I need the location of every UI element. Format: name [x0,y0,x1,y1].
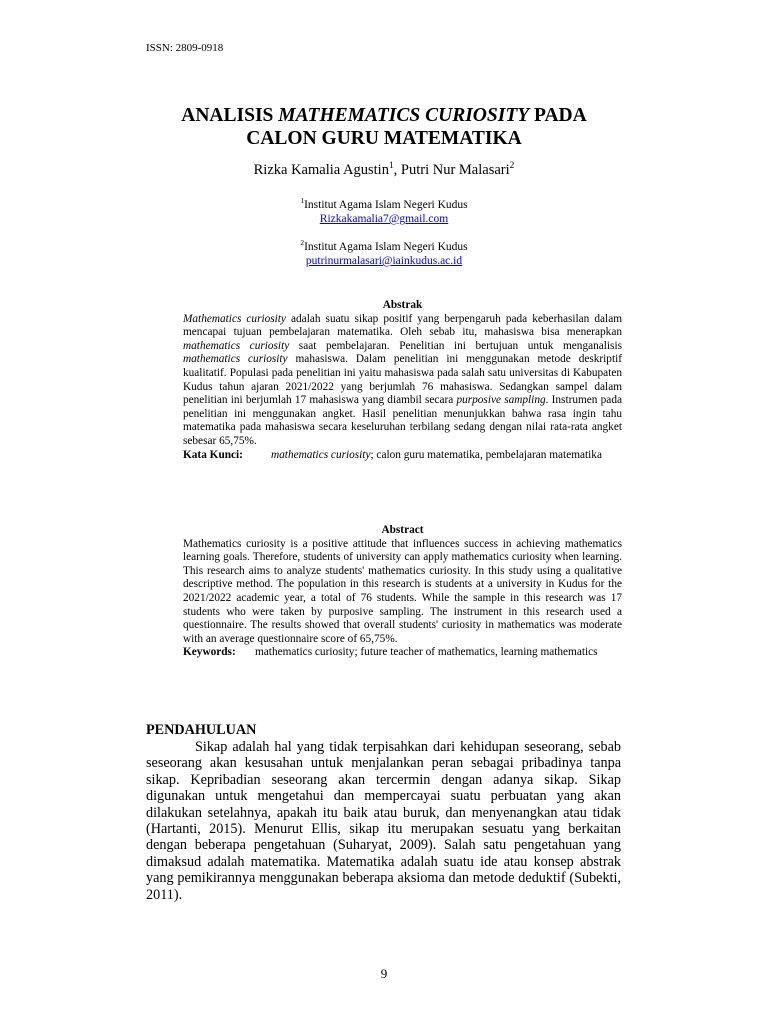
abstrak-text [183,313,622,449]
author-1: Rizka Kamalia Agustin [253,162,389,178]
kata-kunci-text [271,449,602,463]
affiliation-1 [0,198,768,226]
abstract-text: Mathematics curiosity is a positive attitude that influences success in achieving mathematics learning goals. Therefore, students of university can apply mathematics curiosity when learning. This research aims to analyze students' mathematics curiosity. In this study using a qualitative descriptive method. The population in this research is students at a university in Kudus for the 2021/2022 academic year, a total of 76 students. While the sample in this research was 17 students who were taken by purposive sampling. The instrument in this research used a questionnaire. The results showed that overall students' curiosity in mathematics was moderate with an average questionnaire score of 65,75%. [183,537,622,645]
title-line-1 [0,104,768,127]
keywords-text: mathematics curiosity; future teacher of mathematics, learning mathematics [255,646,598,659]
italic-term: purposive sampling [456,394,546,407]
italic-term: mathematics curiosity [183,353,288,366]
keywords [183,646,622,660]
keywords-label: Keywords: [183,646,236,659]
abstrak-span: saat pembelajaran. Penelitian ini bertujuan untuk menganalisis [289,339,622,352]
keyword-span: ; calon guru matematika, pembelajaran matematika [370,448,602,461]
title-text: PADA [529,105,587,126]
author-separator: , [393,162,401,178]
author-2-marker: 2 [509,161,515,172]
affiliation-marker: 1 [300,196,305,206]
affiliation-institution [0,198,768,212]
email-link[interactable]: putrinurmalasari@iainkudus.ac.id [305,255,463,267]
kata-kunci-label: Kata Kunci: [183,448,243,461]
title-italic-text: MATHEMATICS CURIOSITY [278,105,530,126]
abstract-block [183,524,622,660]
title-line-2: CALON GURU MATEMATIKA [246,128,522,149]
abstrak-heading: Abstrak [382,299,423,311]
affiliation-2 [0,240,768,268]
section-heading: PENDAHULUAN [146,722,257,738]
italic-term: mathematics curiosity [271,448,371,461]
author-1-marker: 1 [388,161,394,172]
affiliation-marker: 2 [300,238,305,248]
page-number: 9 [380,966,388,981]
abstrak-span: mahasiswa. Dalam penelitian ini menggunakan metode deskriptif kualitatif. Populasi pada penelitian ini yaitu mahasiswa pada salah satu universitas di Kabupaten Kudus tahun ajaran 2021/2022 yang berjumlah 76 mahasiswa. Sedangkan sampel dalam penelitian ini berjumlah 17 mahasiswa yang diambil secara [183,353,622,407]
author-2: Putri Nur Malasari [400,162,510,178]
issn-header: ISSN: 2809-0918 [146,42,224,54]
abstrak-block [183,299,622,462]
institution-name: Institut Agama Islam Negeri Kudus [304,199,468,211]
affiliation-institution [0,240,768,254]
kata-kunci [183,449,622,463]
title-text: ANALISIS [181,105,279,126]
italic-term: mathematics curiosity [183,339,290,352]
email-link[interactable]: Rizkakamalia7@gmail.com [319,213,449,225]
author-list [0,162,768,179]
institution-name: Institut Agama Islam Negeri Kudus [304,241,468,253]
abstrak-span: adalah suatu sikap positif yang berpengaruh pada keberhasilan dalam mencapai tujuan pembelajaran matematika. Oleh sebab itu, mahasiswa bisa menerapkan [183,312,622,339]
abstrak-span: . Instrumen pada penelitian ini menggunakan angket. Hasil penelitian menunjukkan bahwa rasa ingin tahu matematika pada mahasiswa secara keseluruhan terbilang sedang dengan nilai rata-rata angket sebesar 65,75%. [183,394,622,447]
paper-title [0,104,768,150]
italic-term: Mathematics curiosity [183,312,286,325]
intro-paragraph: Sikap adalah hal yang tidak terpisahkan dari kehidupan seseorang, sebab seseorang akan kesusahan untuk menjalankan peran sebagai pribadinya tanpa sikap. Kepribadian seseorang akan tercermin dengan adanya sikap. Sikap digunakan untuk mengetahui dan mempercayai suatu perbuatan yang akan dilakukan setelahnya, apakah itu baik atau buruk, dan menyenangkan atau tidak (Hartanti, 2015). Menurut Ellis, sikap itu merupakan sesuatu yang berkaitan dengan beberapa pengetahuan (Suharyat, 2009). Salah satu pengetahuan yang dimaksud adalah matematika. Matematika adalah suatu ide atau konsep abstrak yang pemikirannya menggunakan beberapa aksioma dan metode deduktif (Subekti, 2011). [146,739,621,903]
abstract-heading: Abstract [381,524,424,536]
